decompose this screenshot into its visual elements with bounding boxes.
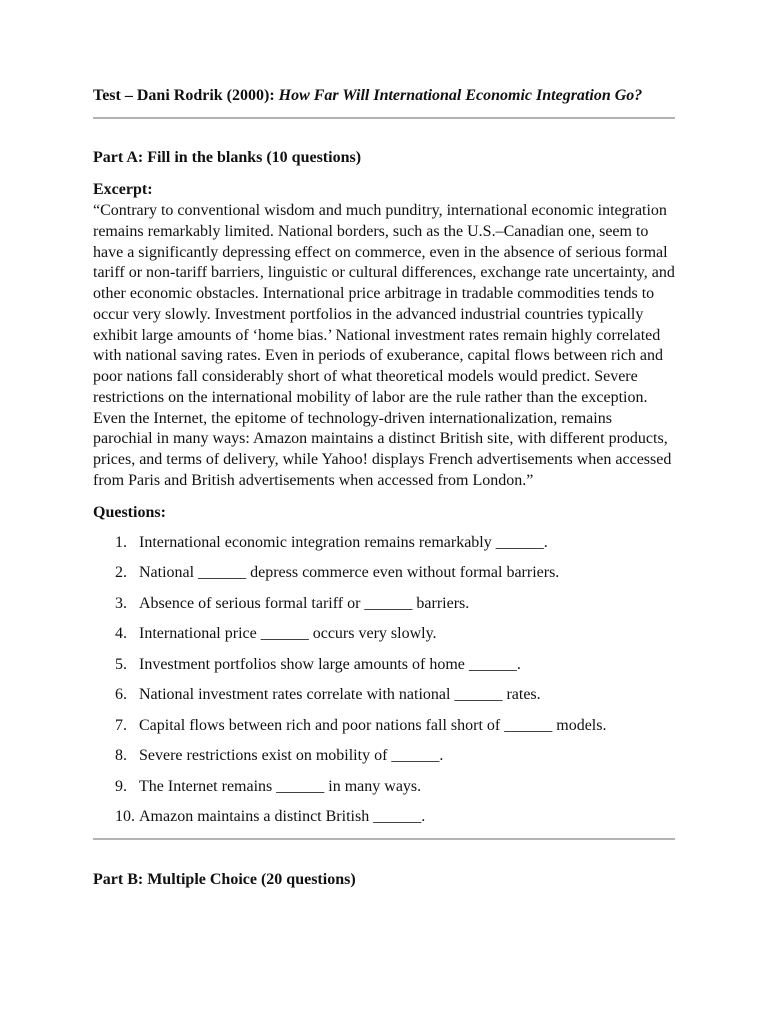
question-number: 6. [115, 686, 127, 703]
title-work: How Far Will International Economic Integration Go? [278, 87, 643, 104]
question-number: 8. [115, 747, 127, 764]
question-item [93, 624, 675, 644]
question-text: Absence of serious formal tariff or ______ barriers. [139, 594, 470, 612]
part-a-heading: Part A: Fill in the blanks (10 questions) [93, 149, 362, 166]
question-text: International economic integration remains remarkably ______. [139, 533, 548, 551]
questions-label: Questions: [93, 503, 166, 521]
question-item [93, 563, 675, 583]
document-title [93, 86, 675, 106]
divider [93, 117, 675, 119]
title-prefix: Test – Dani Rodrik (2000): [93, 87, 279, 104]
question-item [93, 777, 675, 797]
question-item [93, 594, 675, 614]
question-number: 10. [115, 808, 135, 825]
question-item [93, 685, 675, 705]
question-item [93, 655, 675, 675]
divider [93, 838, 675, 840]
question-item [93, 746, 675, 766]
question-number: 9. [115, 777, 127, 795]
question-text: International price ______ occurs very slowly. [139, 625, 437, 642]
question-text: Capital flows between rich and poor nations fall short of ______ models. [139, 716, 607, 734]
part-b-heading: Part B: Multiple Choice (20 questions) [93, 871, 356, 888]
question-number: 5. [115, 655, 127, 673]
question-number: 1. [115, 533, 127, 551]
document-page [93, 86, 675, 890]
question-number: 4. [115, 625, 127, 642]
question-text: National investment rates correlate with national ______ rates. [139, 686, 541, 703]
question-number: 3. [115, 594, 127, 612]
question-text: Investment portfolios show large amounts of home ______. [139, 655, 521, 673]
questions-list [93, 533, 675, 828]
question-item [93, 533, 675, 553]
excerpt-text: “Contrary to conventional wisdom and much punditry, international economic integration remains remarkably limited. National borders, such as the U.S.–Canadian one, seem to have a significantly depressing effect on commerce, even in the absence of serious formal tariff or non-tariff barriers, linguistic or cultural differences, exchange rate uncertainty, and other economic obstacles. International price arbitrage in tradable commodities tends to occur very slowly. Investment portfolios in the advanced industrial countries typically exhibit large amounts of ‘home bias.’ National investment rates remain highly correlated with national saving rates. Even in periods of exuberance, capital flows between rich and poor nations fall considerably short of what theoretical models would predict. Severe restrictions on the international mobility of labor are the rule rather than the exception. Even the Internet, the epitome of technology-driven internationalization, remains parochial in many ways: Amazon maintains a distinct British site, with different products, prices, and terms of delivery, while Yahoo! displays French advertisements when accessed from Paris and British advertisements when accessed from London.” [93, 202, 675, 489]
question-text: Severe restrictions exist on mobility of ______. [139, 747, 444, 764]
question-text: The Internet remains ______ in many ways. [139, 777, 422, 795]
question-text: Amazon maintains a distinct British ______. [139, 808, 426, 825]
question-text: National ______ depress commerce even without formal barriers. [139, 564, 560, 581]
question-number: 7. [115, 716, 127, 734]
excerpt-label: Excerpt: [93, 181, 153, 198]
question-item [93, 807, 675, 827]
question-number: 2. [115, 564, 127, 581]
question-item [93, 716, 675, 736]
